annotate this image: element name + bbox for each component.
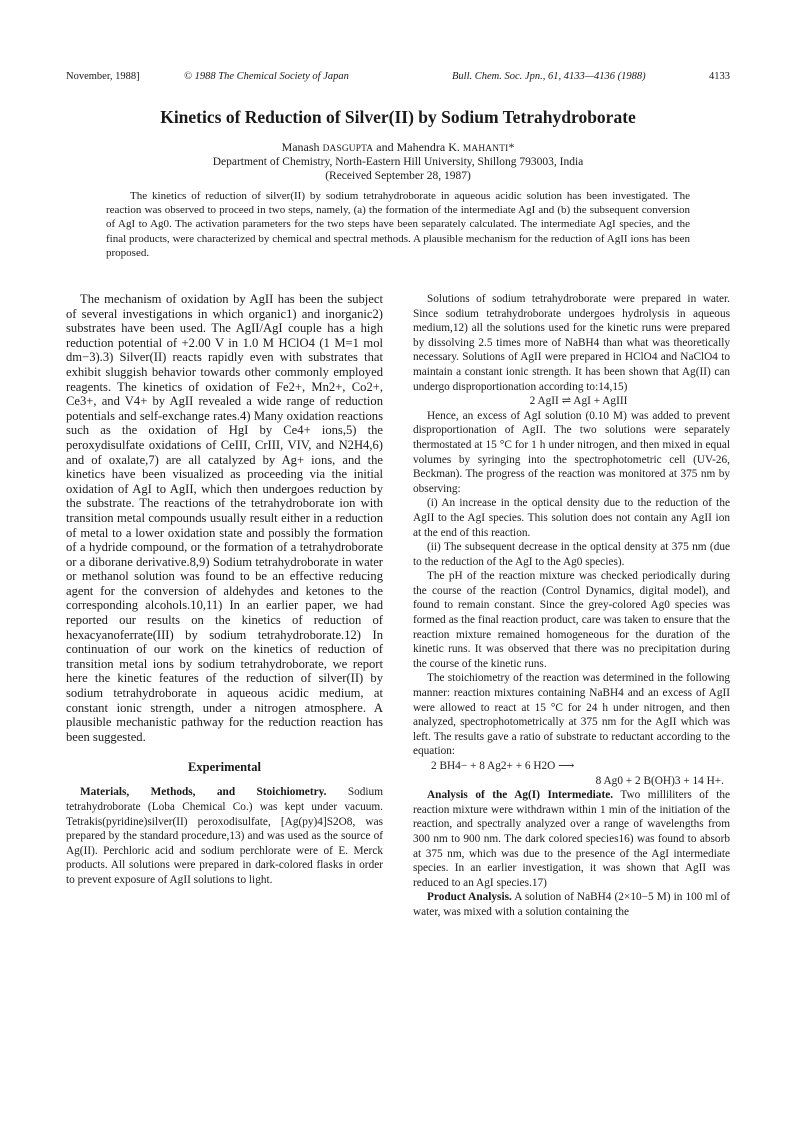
corresponding-author-mark: *: [508, 140, 515, 154]
product-run-in-heading: Product Analysis.: [427, 891, 512, 904]
running-head-date: November, 1988]: [66, 71, 140, 82]
author-1-first: Manash: [281, 140, 323, 154]
running-head: [66, 70, 730, 84]
running-head-journal: Bull. Chem. Soc. Jpn., 61, 4133—4136 (1988): [452, 71, 646, 82]
section-heading-experimental: Experimental: [188, 760, 261, 775]
materials-run-in-heading: Materials, Methods, and Stoichiometry.: [80, 786, 327, 799]
left-column: [66, 292, 383, 888]
author-1-last: DASGUPTA: [322, 144, 374, 154]
product-text: A solution of NaBH4 (2×10−5 M) in 100 ml of water, was mixed with a solution containing the: [413, 891, 730, 918]
observation-item-i: (i) An increase in the optical density due to the reduction of the AgII to the AgI species. This solution does not contain any AgII ion at the end of this reaction.: [413, 497, 730, 539]
abstract: The kinetics of reduction of silver(II) by sodium tetrahydroborate in aqueous acidic solution has been investigated. The reaction was observed to proceed in two steps, namely, (a) the formation of the intermediate AgI and (b) the subsequent conversion of AgI to Ag0. The activation parameters for the two steps have been separately calculated. The intermediate AgI species, and the final products, were characterized by chemical and spectral methods. A plausible mechanism for the reduction of AgII ions has been proposed.: [106, 190, 690, 259]
right-column: [413, 292, 730, 920]
author-conjunction: and: [373, 140, 397, 154]
stoichiometry-paragraph: The stoichiometry of the reaction was determined in the following manner: reaction mixtures containing NaBH4 and an excess of AgII were allowed to react at 15 °C for 24 h under nitrogen, and then analyzed, spectrophotometrically at 375 nm for the AgII which was left. The results gave a ratio of substrate to reductant according to the equation:: [413, 672, 730, 758]
materials-text: Sodium tetrahydroborate (Loba Chemical Co.) was kept under vacuum. Tetrakis(pyridine)silver(II) peroxodisulfate, [Ag(py)4]S2O8, was prepared by the standard procedure,13) and was used as the source of Ag(II). Perchloric acid and sodium perchlorate were of E. Merck products. All solutions were prepared in dark-colored flasks in order to prevent exposure of AgII solutions to light.: [66, 786, 383, 886]
running-head-copyright: © 1988 The Chemical Society of Japan: [184, 71, 349, 82]
equation-stoichiometry-reactants: 2 BH4− + 8 Ag2+ + 6 H2O ⟶: [431, 760, 575, 772]
author-2-first: Mahendra K.: [396, 140, 463, 154]
observation-item-ii: (ii) The subsequent decrease in the optical density at 375 nm (due to the reduction of the AgI to the Ag0 species).: [413, 541, 730, 568]
analysis-text: Two milliliters of the reaction mixture were withdrawn within 1 min of the initiation of the reaction, and spectrally analyzed over a range of wavelengths from 300 nm to 900 nm. The dark colored species16) was found to absorb at 375 nm, which was due to the presence of the AgI intermediate species. In an earlier investigation, it was shown that AgII was reduced to an AgI species.17): [413, 789, 730, 889]
equation-stoichiometry-products: 8 Ag0 + 2 B(OH)3 + 14 H+.: [595, 774, 724, 787]
article-title: Kinetics of Reduction of Silver(II) by Sodium Tetrahydroborate: [160, 107, 636, 127]
received-date: (Received September 28, 1987): [325, 170, 471, 182]
mixing-paragraph: Hence, an excess of AgI solution (0.10 M) was added to prevent disproportionation of AgII. The two solutions were separately thermostated at 15 °C for 1 h under nitrogen, and then mixed in equal volumes by syringing into the spectrophotometric cell (UV-26, Beckman). The progress of the reaction was monitored at 375 nm by observing:: [413, 409, 730, 495]
materials-paragraph: [66, 785, 383, 887]
affiliation: Department of Chemistry, North-Eastern Hill University, Shillong 793003, India: [212, 156, 584, 168]
analysis-run-in-heading: Analysis of the Ag(I) Intermediate.: [427, 789, 614, 802]
product-analysis-paragraph: [413, 890, 730, 919]
author-2-last: MAHANTI: [462, 144, 509, 154]
solutions-paragraph: Solutions of sodium tetrahydroborate were prepared in water. Since sodium tetrahydroborate undergoes hydrolysis in aqueous medium,12) all the solutions used for the kinetic runs were prepared by dissolving 2.5 times more of NaBH4 than what was theoretically necessary. Solutions of AgII were prepared in HClO4 and NaClO4 to maintain a constant ionic strength. It has been shown that Ag(II) can undergo disproportionation according to:14,15): [413, 293, 730, 393]
ph-paragraph: The pH of the reaction mixture was checked periodically during the course of the reaction (Control Dynamics, digital model), and found to remain constant. Since the grey-colored Ag0 species was formed as the final reaction product, care was taken to ensure that the reaction mixture remained homogeneous for the duration of the kinetic runs. It was observed that there was no precipitation during the course of the kinetic runs.: [413, 570, 730, 670]
introduction-paragraph: The mechanism of oxidation by AgII has been the subject of several investigations in which organic1) and inorganic2) substrates have been used. The AgII/AgI couple has a high reduction potential of +2.00 V in 1.0 M HClO4 (1 M=1 mol dm−3).3) Silver(II) reacts rapidly even with substrates that exhibit sluggish behavior towards other commonly employed reagents. The kinetics of oxidation of Fe2+, Mn2+, Co2+, Ce3+, and V4+ by AgII revealed a wide range of reduction potentials and self-exchange rates.4) Many oxidation reactions such as the oxidation of HgI by Ce4+ ions,5) the peroxydisulfate oxidations of CeIII, CrIII, VIV, and N2H4,6) and of oxalate,7) are all catalyzed by Ag+ ions, and the kinetics have been visualized as proceeding via the initial oxidation of AgI to AgII, which then undergoes reduction by the substrate. The reactions of the tetrahydroborate ion with transition metal compounds usually result either in a reduction of metal to a lower oxidation state and possibly the formation of a hydride compound, or the formation of a tetrahydroborate or a diborane derivative.8,9) Sodium tetrahydroborate in water or methanol solution was found to be an effective reducing agent for the conversion of aldehydes and ketones to the corresponding alcohols.10,11) In an earlier paper, we had reported our results on the kinetics of reduction of hexacyanoferrate(III) by sodium tetrahydroborate.12) In continuation of our work on the kinetics of reduction of transition metal ions by sodium tetrahydroborate, we report here the kinetic features of the reduction of silver(II) by sodium tetrahydroborate in aqueous acidic medium, at constant ionic strength, under a nitrogen atmosphere. A plausible mechanistic pathway for the reduction reaction has been suggested.: [66, 292, 383, 744]
intermediate-analysis-paragraph: [413, 788, 730, 890]
page-number: 4133: [709, 71, 730, 82]
equation-disproportionation: 2 AgII ⇌ AgI + AgIII: [529, 395, 628, 408]
